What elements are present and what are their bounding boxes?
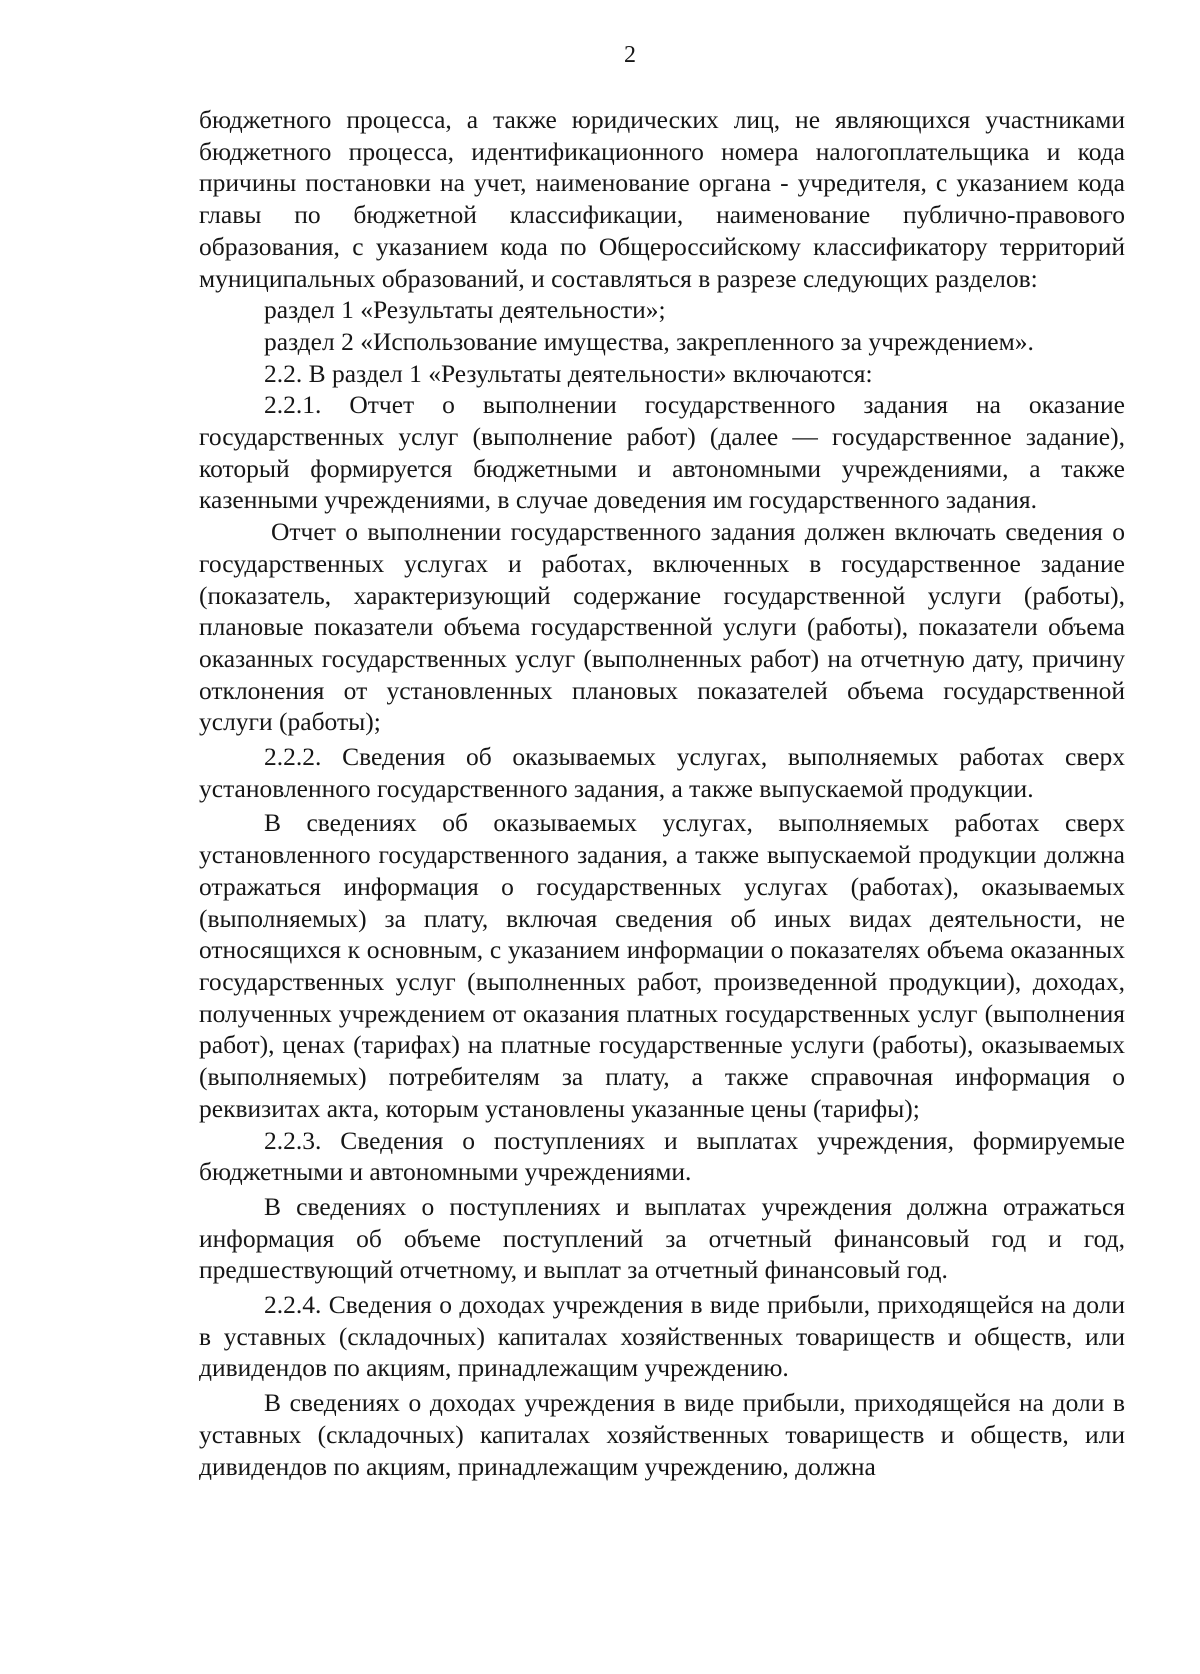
paragraph-continuation: бюджетного процесса, а также юридических лиц, не являющихся участниками бюджетного процесса, идентификационного номера налогоплательщика и кода причины постановки на учет, наименование органа - учредителя, с указанием кода главы по бюджетной классификации, наименование публично-правового образования, с указанием кода по Общероссийскому классификатору территорий муниципальных образований, и составляться в разрезе следующих разделов: bbox=[199, 105, 1125, 293]
paragraph-services-details: В сведениях об оказываемых услугах, выполняемых работах сверх установленного государственного задания, а также выпускаемой продукции должна отражаться информация о государственных услугах (работах), оказываемых (выполняемых) за плату, включая сведения об иных видах деятельности, не относящихся к основным, с указанием информации о показателях объема оказанных государственных услуг (выполненных работ, произведенной продукции), доходах, полученных учреждением от оказания платных государственных услуг (выполнения работ), ценах (тарифах) на платные государственные услуги (работы), оказываемых (выполняемых) потребителям за плату, а также справочная информация о реквизитах акта, которым установлены указанные цены (тарифы); bbox=[199, 808, 1125, 1123]
paragraph-section-1: раздел 1 «Результаты деятельности»; bbox=[264, 295, 666, 325]
paragraph-income-details: В сведениях о доходах учреждения в виде прибыли, приходящейся на доли в уставных (складочных) капиталах хозяйственных товариществ и обществ, или дивидендов по акциям, принадлежащим учреждению, должна bbox=[199, 1388, 1125, 1481]
paragraph-2-2: 2.2. В раздел 1 «Результаты деятельности» включаются: bbox=[264, 358, 873, 388]
paragraph-report-contents: Отчет о выполнении государственного задания должен включать сведения о государственных услугах и работах, включенных в государственное задание (показатель, характеризующий содержание государственной услуги (работы), плановые показатели объема государственной услуги (работы), показатели объема оказанных государственных услуг (выполненных работ) на отчетную дату, причину отклонения от установленных плановых показателей объема государственной услуги (работы); bbox=[199, 517, 1125, 737]
paragraph-2-2-2: 2.2.2. Сведения об оказываемых услугах, выполняемых работах сверх установленного государственного задания, а также выпускаемой продукции. bbox=[199, 742, 1125, 803]
paragraph-section-2: раздел 2 «Использование имущества, закрепленного за учреждением». bbox=[264, 326, 1034, 356]
page-number: 2 bbox=[624, 42, 636, 68]
paragraph-2-2-4: 2.2.4. Сведения о доходах учреждения в виде прибыли, приходящейся на доли в уставных (складочных) капиталах хозяйственных товариществ и обществ, или дивидендов по акциям, принадлежащим учреждению. bbox=[199, 1290, 1125, 1383]
paragraph-2-2-1: 2.2.1. Отчет о выполнении государственного задания на оказание государственных услуг (выполнение работ) (далее — государственное задание), который формируется бюджетными и автономными учреждениями, а также казенными учреждениями, в случае доведения им государственного задания. bbox=[199, 390, 1125, 515]
paragraph-2-2-3: 2.2.3. Сведения о поступлениях и выплатах учреждения, формируемые бюджетными и автономными учреждениями. bbox=[199, 1125, 1125, 1187]
paragraph-receipts-details: В сведениях о поступлениях и выплатах учреждения должна отражаться информация об объеме поступлений за отчетный финансовый год и год, предшествующий отчетному, и выплат за отчетный финансовый год. bbox=[199, 1191, 1125, 1285]
document-body bbox=[199, 104, 1125, 1482]
